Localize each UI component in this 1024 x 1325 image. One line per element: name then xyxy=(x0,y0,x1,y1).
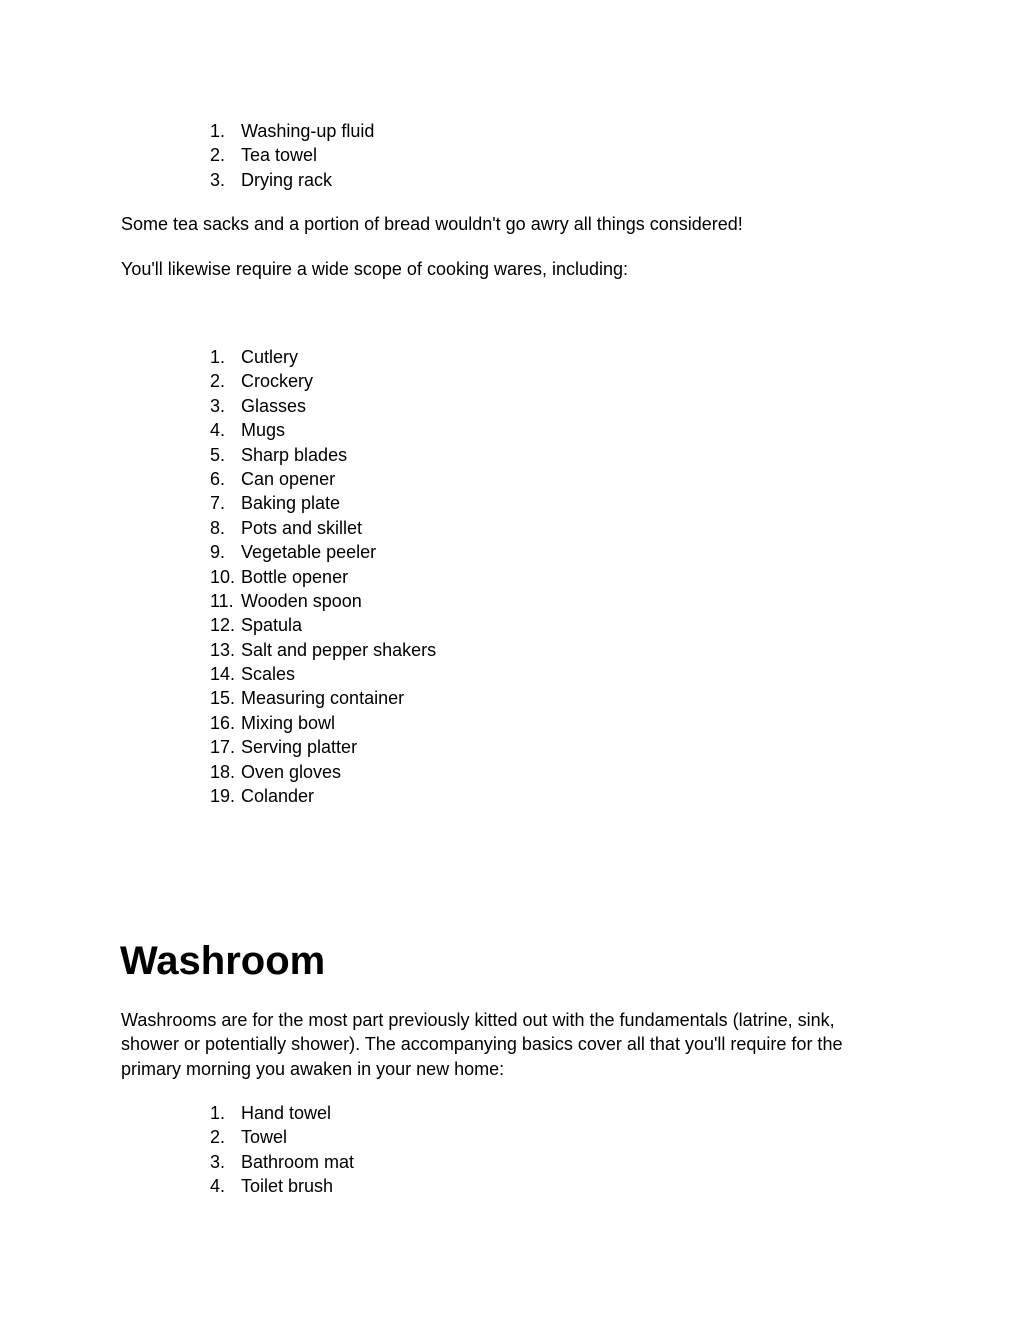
list-item-text: Bottle opener xyxy=(241,566,349,587)
list-item-number: 4. xyxy=(210,1176,226,1197)
list-item-number: 2. xyxy=(210,371,226,392)
list-item-text: Spatula xyxy=(241,615,303,636)
list-item-number: 6. xyxy=(210,468,226,489)
list-item-number: 1. xyxy=(210,121,226,141)
list-item-number: 11. xyxy=(210,590,234,611)
list-item-number: 3. xyxy=(210,1151,226,1172)
list-item-number: 14. xyxy=(210,664,236,685)
list-item-number: 3. xyxy=(210,169,226,190)
list-item-number: 9. xyxy=(210,542,226,563)
cooking-wares-intro: You'll likewise require a wide scope of cooking wares, including: xyxy=(121,259,629,279)
list-item-text: Serving platter xyxy=(241,737,358,758)
tea-bread-paragraph: Some tea sacks and a portion of bread wouldn't go awry all things considered! xyxy=(121,214,743,234)
list-item-text: Measuring container xyxy=(241,688,405,709)
washroom-heading: Washroom xyxy=(120,939,326,983)
list-item-number: 19. xyxy=(210,786,236,807)
list-item-text: Vegetable peeler xyxy=(241,542,377,563)
list-item-text: Crockery xyxy=(241,371,314,392)
list-item-text: Tea towel xyxy=(241,145,318,166)
list-item-text: Mugs xyxy=(241,420,286,441)
list-item-number: 12. xyxy=(210,615,236,636)
list-item-text: Wooden spoon xyxy=(241,590,362,611)
washroom-paragraph: Washrooms are for the most part previously kitted out with the fundamentals (latrine, sink, shower or potentially shower). The accompanying basics cover all that you'll require for the primary morning you awaken in your new home: xyxy=(121,1010,843,1079)
list-item-number: 1. xyxy=(210,347,226,367)
list-item-text: Glasses xyxy=(241,395,307,416)
list-item-text: Can opener xyxy=(241,468,336,489)
list-item-text: Drying rack xyxy=(241,169,333,190)
list-item-number: 16. xyxy=(210,712,236,733)
list-item-number: 18. xyxy=(210,761,236,782)
list-item-number: 15. xyxy=(210,688,236,709)
list-item-text: Baking plate xyxy=(241,493,341,514)
list-item-number: 13. xyxy=(210,639,236,660)
list-item-number: 3. xyxy=(210,395,226,416)
list-item-text: Oven gloves xyxy=(241,761,342,782)
list-item-number: 8. xyxy=(210,517,226,538)
list-item-number: 2. xyxy=(210,145,226,166)
list-item-text: Cutlery xyxy=(241,347,299,367)
list-item-text: Pots and skillet xyxy=(241,517,363,538)
list-item-text: Towel xyxy=(241,1127,288,1148)
list-item-text: Bathroom mat xyxy=(241,1151,355,1172)
list-item-text: Colander xyxy=(241,786,315,807)
list-item-text: Salt and pepper shakers xyxy=(241,639,437,660)
list-item-number: 4. xyxy=(210,420,226,441)
list-item-text: Hand towel xyxy=(241,1103,332,1123)
list-item-number: 7. xyxy=(210,493,226,514)
list-item-number: 2. xyxy=(210,1127,226,1148)
list-item-number: 17. xyxy=(210,737,236,758)
list-item-text: Mixing bowl xyxy=(241,712,336,733)
list-item-text: Toilet brush xyxy=(241,1176,334,1197)
list-item-number: 5. xyxy=(210,444,226,465)
list-item-text: Scales xyxy=(241,664,296,685)
list-item-text: Washing-up fluid xyxy=(241,121,375,141)
list-item-text: Sharp blades xyxy=(241,444,348,465)
list-item-number: 10. xyxy=(210,566,236,587)
list-item-number: 1. xyxy=(210,1103,226,1123)
